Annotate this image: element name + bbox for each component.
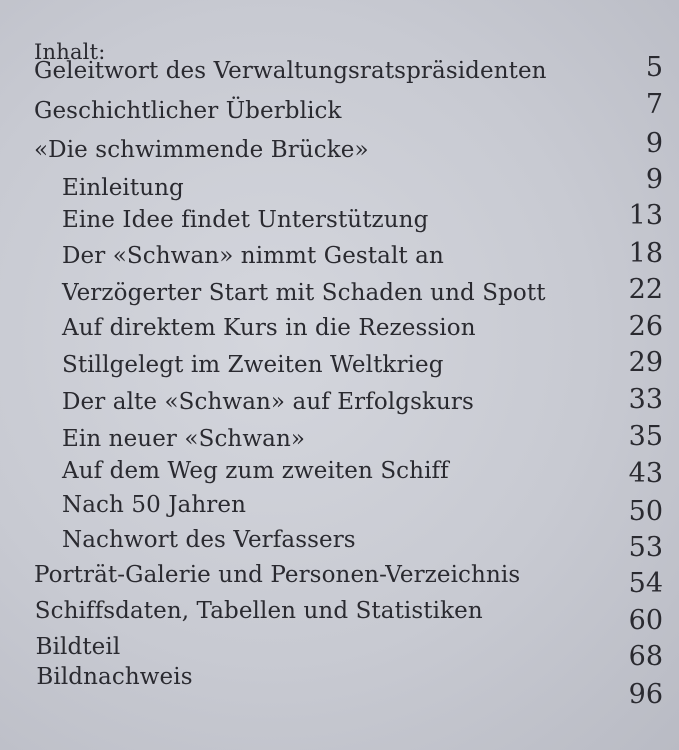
toc-entry: Nachwort des Verfassers xyxy=(62,527,356,553)
toc-entry: Geschichtlicher Überblick xyxy=(34,98,342,124)
toc-page-number: 5 xyxy=(645,52,663,83)
toc-entry: Eine Idee findet Unterstützung xyxy=(62,207,429,233)
toc-entry: «Die schwimmende Brücke» xyxy=(34,137,369,163)
toc-page-number: 53 xyxy=(628,532,663,563)
toc-entry: Stillgelegt im Zweiten Weltkrieg xyxy=(62,352,444,378)
toc-page-number: 68 xyxy=(628,641,663,672)
toc-page-number: 9 xyxy=(645,164,663,195)
toc-entry: Einleitung xyxy=(62,175,184,201)
toc-page-number: 60 xyxy=(628,605,663,636)
toc-page-number: 35 xyxy=(628,421,663,452)
toc-page-number: 7 xyxy=(645,89,663,120)
toc-entry: Verzögerter Start mit Schaden und Spott xyxy=(62,280,546,306)
toc-page-number: 18 xyxy=(628,238,663,269)
toc-entry: Porträt-Galerie und Personen-Verzeichnis xyxy=(34,562,521,588)
toc-page-number: 22 xyxy=(628,274,663,305)
toc-page-number: 33 xyxy=(628,384,663,415)
toc-entry: Nach 50 Jahren xyxy=(62,492,246,518)
toc-page-number: 9 xyxy=(645,128,663,159)
toc-entry: Bildnachweis xyxy=(36,664,193,690)
toc-page-number: 54 xyxy=(628,568,663,599)
toc-entry: Der «Schwan» nimmt Gestalt an xyxy=(62,243,444,269)
toc-entry: Der alte «Schwan» auf Erfolgskurs xyxy=(62,389,474,415)
toc-entry: Ein neuer «Schwan» xyxy=(62,426,306,452)
toc-page-number: 43 xyxy=(628,458,663,489)
toc-page-number: 29 xyxy=(628,347,663,378)
toc-page-number: 96 xyxy=(628,679,663,710)
toc-page-number: 13 xyxy=(628,200,663,231)
toc-entry: Auf direktem Kurs in die Rezession xyxy=(62,315,476,341)
toc-entry: Auf dem Weg zum zweiten Schiff xyxy=(62,458,449,484)
toc-entry: Geleitwort des Verwaltungsratspräsidenten xyxy=(34,58,547,84)
toc-entry: Bildteil xyxy=(35,634,121,660)
toc-heading: Inhalt: xyxy=(34,40,106,64)
toc-entry: Schiffsdaten, Tabellen und Statistiken xyxy=(34,598,483,624)
toc-page-number: 26 xyxy=(628,311,663,342)
toc-page-number: 50 xyxy=(628,496,663,527)
